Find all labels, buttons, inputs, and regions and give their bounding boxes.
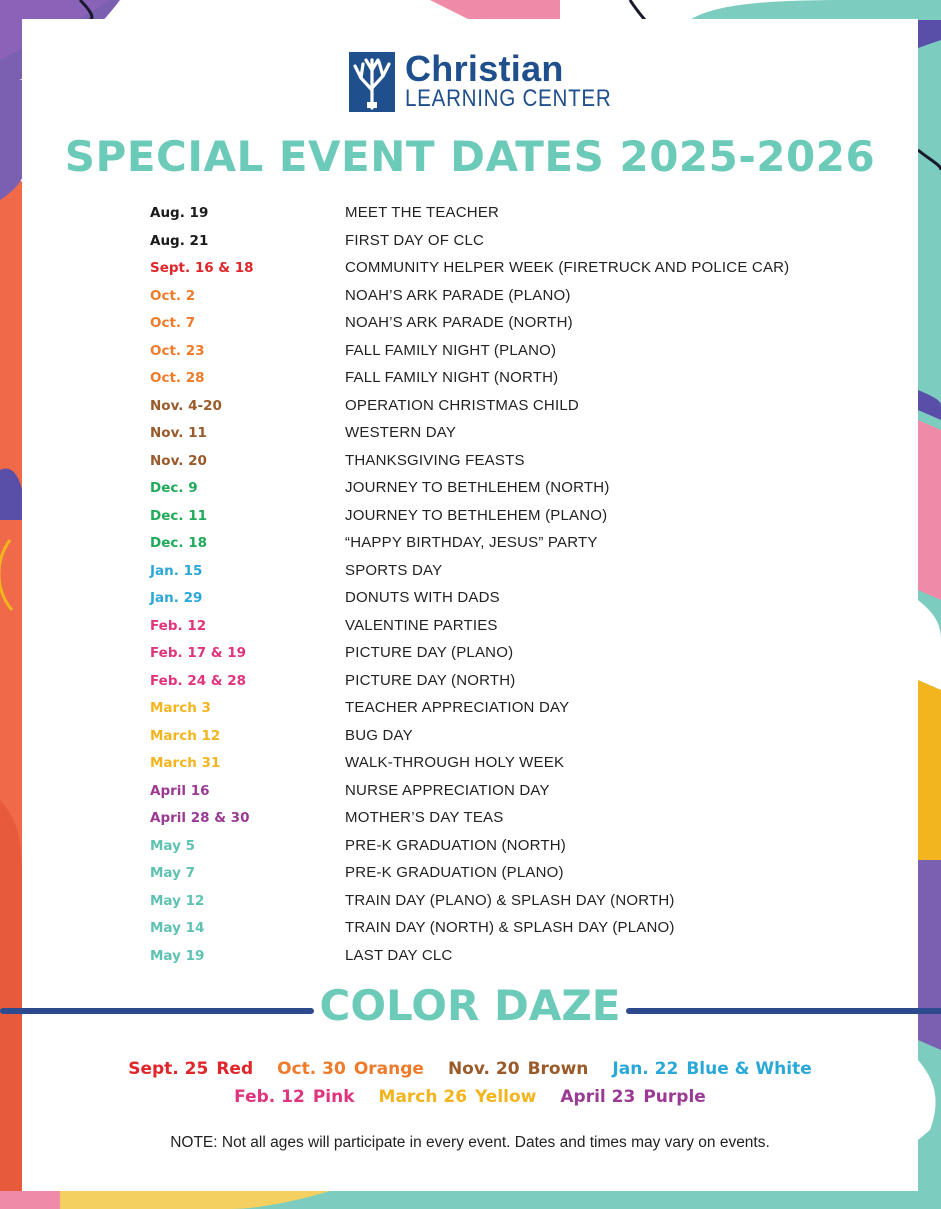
- color-daze-item: [612, 1059, 811, 1079]
- event-date: May 5: [150, 837, 196, 854]
- event-name: MEET THE TEACHER: [345, 204, 500, 221]
- event-date: April 16: [150, 782, 210, 799]
- color-daze-date: Jan. 22: [612, 1059, 679, 1079]
- color-daze-item: [379, 1087, 537, 1107]
- event-date: Sept. 16 & 18: [150, 260, 254, 276]
- event-row: [22, 946, 918, 974]
- color-daze-item: [234, 1087, 354, 1107]
- color-daze-color: Blue & White: [686, 1059, 812, 1079]
- event-name: NOAH’S ARK PARADE (PLANO): [345, 286, 571, 304]
- event-date: Jan. 29: [150, 590, 203, 606]
- event-name: THANKSGIVING FEASTS: [345, 451, 525, 469]
- event-row: [22, 451, 918, 479]
- event-name: NOAH’S ARK PARADE (NORTH): [345, 314, 573, 331]
- event-date: Feb. 12: [150, 617, 207, 634]
- event-date: May 12: [150, 892, 205, 909]
- event-row: [22, 341, 918, 369]
- note-text: NOTE: Not all ages will participate in every event. Dates and times may vary on events.: [170, 1134, 770, 1151]
- event-date: Dec. 11: [150, 507, 207, 524]
- color-daze-item: [128, 1059, 253, 1079]
- color-daze-item: [560, 1087, 705, 1107]
- event-date: Nov. 11: [150, 425, 207, 441]
- event-name: FIRST DAY OF CLC: [345, 231, 485, 249]
- event-name: VALENTINE PARTIES: [345, 616, 498, 634]
- event-row: [22, 726, 918, 754]
- event-name: “HAPPY BIRTHDAY, JESUS” PARTY: [345, 534, 598, 551]
- event-row: [22, 423, 918, 451]
- color-daze-color: Orange: [353, 1059, 424, 1079]
- event-date: Nov. 20: [150, 452, 207, 469]
- event-date: March 12: [150, 727, 221, 744]
- logo-wordmark: Christian: [405, 48, 564, 89]
- event-date: Dec. 9: [150, 480, 198, 496]
- color-daze-item: [448, 1059, 588, 1079]
- event-row: [22, 396, 918, 424]
- event-row: [22, 753, 918, 781]
- event-row: [22, 368, 918, 396]
- event-date: Jan. 15: [150, 562, 203, 579]
- color-daze-row-1: [22, 1059, 918, 1079]
- color-daze-color: Red: [216, 1059, 254, 1079]
- event-row: [22, 808, 918, 836]
- event-row: [22, 561, 918, 589]
- event-date: Aug. 21: [150, 232, 209, 249]
- event-name: COMMUNITY HELPER WEEK (FIRETRUCK AND POLICE CAR): [345, 259, 790, 276]
- event-row: [22, 203, 918, 231]
- tree-icon: [349, 52, 395, 112]
- event-card: [22, 19, 918, 1191]
- event-name: NURSE APPRECIATION DAY: [345, 781, 550, 799]
- color-daze-color: Purple: [643, 1087, 706, 1107]
- event-name: SPORTS DAY: [345, 561, 443, 579]
- color-daze-date: March 26: [378, 1087, 468, 1107]
- color-daze-item: [277, 1059, 424, 1079]
- event-name: FALL FAMILY NIGHT (PLANO): [345, 341, 557, 359]
- event-row: [22, 863, 918, 891]
- event-name: JOURNEY TO BETHLEHEM (PLANO): [345, 506, 608, 524]
- event-row: [22, 588, 918, 616]
- event-row: [22, 533, 918, 561]
- event-name: JOURNEY TO BETHLEHEM (NORTH): [345, 479, 610, 496]
- event-row: [22, 616, 918, 644]
- event-date: Dec. 18: [150, 535, 207, 551]
- event-row: [22, 286, 918, 314]
- event-date: May 19: [150, 947, 205, 964]
- color-daze-date: April 23: [560, 1087, 636, 1107]
- event-date: Aug. 19: [150, 205, 209, 221]
- event-date: March 31: [150, 755, 221, 771]
- color-daze-color: Brown: [527, 1059, 589, 1079]
- event-row: [22, 258, 918, 286]
- event-date: Oct. 2: [150, 287, 196, 304]
- color-daze-title: COLOR DAZE: [319, 981, 621, 1030]
- event-date: April 28 & 30: [150, 810, 250, 826]
- event-name: WALK-THROUGH HOLY WEEK: [345, 754, 565, 771]
- event-name: DONUTS WITH DADS: [345, 589, 500, 606]
- event-name: FALL FAMILY NIGHT (NORTH): [345, 369, 559, 386]
- event-row: [22, 891, 918, 919]
- color-daze-date: Feb. 12: [234, 1087, 305, 1107]
- event-name: MOTHER’S DAY TEAS: [345, 809, 504, 826]
- event-name: PICTURE DAY (NORTH): [345, 671, 516, 689]
- event-name: PICTURE DAY (PLANO): [345, 644, 514, 661]
- event-date: Oct. 23: [150, 342, 205, 359]
- event-date: Feb. 17 & 19: [150, 645, 247, 661]
- event-row: [22, 313, 918, 341]
- event-row: [22, 836, 918, 864]
- event-row: [22, 478, 918, 506]
- event-date: Oct. 28: [150, 370, 205, 386]
- event-name: TEACHER APPRECIATION DAY: [345, 699, 570, 716]
- event-name: LAST DAY CLC: [345, 946, 453, 964]
- event-row: [22, 231, 918, 259]
- logo-subtitle: LEARNING CENTER: [405, 85, 612, 112]
- event-row: [22, 698, 918, 726]
- event-name: BUG DAY: [345, 726, 413, 744]
- event-name: TRAIN DAY (PLANO) & SPLASH DAY (NORTH): [345, 891, 675, 909]
- event-row: [22, 671, 918, 699]
- color-daze-color: Pink: [312, 1087, 355, 1107]
- event-date: March 3: [150, 700, 211, 716]
- event-date: Feb. 24 & 28: [150, 672, 247, 689]
- color-daze-date: Sept. 25: [128, 1059, 209, 1079]
- logo: [349, 48, 612, 118]
- event-name: OPERATION CHRISTMAS CHILD: [345, 396, 579, 414]
- event-date: Nov. 4-20: [150, 397, 222, 414]
- color-daze-row-2: [22, 1087, 918, 1107]
- color-daze-date: Nov. 20: [447, 1059, 520, 1079]
- event-row: [22, 781, 918, 809]
- event-row: [22, 918, 918, 946]
- event-name: PRE-K GRADUATION (NORTH): [345, 836, 566, 854]
- event-date: May 7: [150, 865, 196, 881]
- event-row: [22, 643, 918, 671]
- color-daze-color: Yellow: [475, 1087, 537, 1107]
- event-name: WESTERN DAY: [345, 424, 457, 441]
- event-name: PRE-K GRADUATION (PLANO): [345, 864, 564, 881]
- page-title: SPECIAL EVENT DATES 2025-2026: [64, 132, 876, 181]
- event-date: Oct. 7: [150, 315, 196, 331]
- event-row: [22, 506, 918, 534]
- event-date: May 14: [150, 920, 205, 936]
- color-daze-date: Oct. 30: [277, 1059, 346, 1079]
- event-name: TRAIN DAY (NORTH) & SPLASH DAY (PLANO): [345, 919, 675, 936]
